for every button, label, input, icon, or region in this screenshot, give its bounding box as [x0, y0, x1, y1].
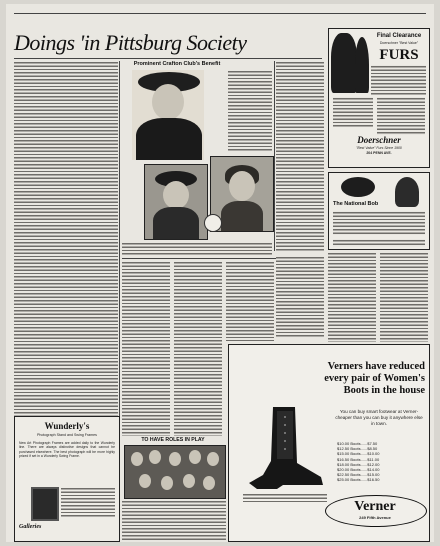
wunderly-sub: Photograph Stand and Swing Frames — [37, 433, 97, 437]
society-column-7 — [276, 256, 324, 338]
society-column-2-top — [228, 70, 272, 152]
fur-coat-figure — [355, 37, 369, 93]
price-line: $10.00 Boots......$7.50 — [337, 441, 378, 446]
verner-body: You can buy smart footwear at Verner-cheaper than you can buy it anywhere else in town. — [335, 409, 423, 426]
ad-verner-boots — [228, 344, 430, 542]
society-column-4 — [122, 261, 170, 436]
bob-footer — [333, 239, 425, 247]
ad-wunderly-frames — [14, 416, 120, 542]
wunderly-title: Wunderly's — [44, 421, 90, 431]
society-column-1 — [14, 61, 118, 416]
verner-address: 249 Fifth Avenue — [359, 515, 391, 520]
roles-group-photo — [124, 445, 226, 499]
roles-headline: TO HAVE ROLES IN PLAY — [141, 437, 205, 443]
price-line: $20.00 Boots......$14.00 — [337, 467, 380, 473]
bob-body — [333, 211, 425, 235]
hair-net-image — [341, 177, 375, 197]
boot-illustration — [243, 405, 325, 491]
wunderly-body: New Art Photograph Frames are added daily to the Wunderly line. There are always distinctive designs that cannot be purchased elsewhere. The best photograph will be more highly prized if set in a Wunderly Swing Frame. — [19, 441, 115, 458]
ornament-flower — [204, 214, 222, 232]
wunderly-footer: Galleries — [19, 524, 42, 530]
furs-prices — [377, 97, 425, 135]
price-line: $12.50 Boots......$8.50 — [337, 446, 378, 452]
frame-illustration — [31, 487, 59, 521]
furs-sub: Doerschner "Best Value" — [379, 41, 419, 45]
bob-title: The National Bob — [333, 201, 379, 207]
society-column-6 — [226, 261, 274, 341]
price-line: $22.50 Boots......$15.00 — [337, 472, 380, 478]
wunderly-detail — [61, 487, 115, 517]
section-masthead: Doings 'in Pittsburg Society — [14, 30, 247, 55]
newspaper-page — [6, 4, 434, 542]
society-column-9 — [380, 252, 428, 342]
society-column-5 — [174, 261, 222, 436]
column-rule — [274, 61, 275, 251]
verner-headline-1: Verners have reduced — [327, 361, 425, 372]
verner-brand: Verner — [354, 499, 396, 514]
verner-headline-3: Boots in the house — [343, 385, 425, 396]
price-line: $16.50 Boots......$11.00 — [337, 456, 380, 462]
feature-cutline — [122, 242, 272, 256]
furs-title: Final Clearance — [376, 33, 422, 39]
ad-furs — [328, 28, 430, 168]
boot-caption — [243, 493, 327, 503]
furs-address: 204 PENN AVE. — [366, 151, 392, 155]
fur-coat-figure — [331, 33, 357, 93]
verner-headline-2: every pair of Women's — [324, 373, 425, 384]
society-column-8 — [328, 252, 376, 342]
verner-price-list — [337, 441, 423, 483]
price-line: $18.00 Boots......$12.00 — [337, 461, 380, 467]
furs-body — [371, 65, 426, 95]
roles-article — [122, 500, 226, 540]
price-line: $15.00 Boots......$10.00 — [337, 451, 380, 457]
portrait-woman-hat — [132, 70, 204, 160]
bob-head-image — [395, 177, 419, 207]
feature-caption: Prominent Crafton Club's Benefit — [133, 61, 221, 67]
column-rule — [119, 61, 120, 419]
furs-headline: FURS — [379, 47, 419, 63]
portrait-left — [144, 164, 208, 240]
ad-national-bob — [328, 172, 430, 250]
folio-rule — [14, 13, 426, 14]
furs-tagline: "Best Value" Furs Since 1900 — [356, 146, 402, 150]
society-column-3 — [276, 61, 324, 251]
furs-brand: Doerschner — [357, 135, 401, 145]
furs-list — [333, 97, 373, 127]
price-line: $25.00 Boots......$16.50 — [337, 477, 380, 483]
masthead-rule — [14, 58, 322, 59]
page-folio — [14, 6, 426, 12]
